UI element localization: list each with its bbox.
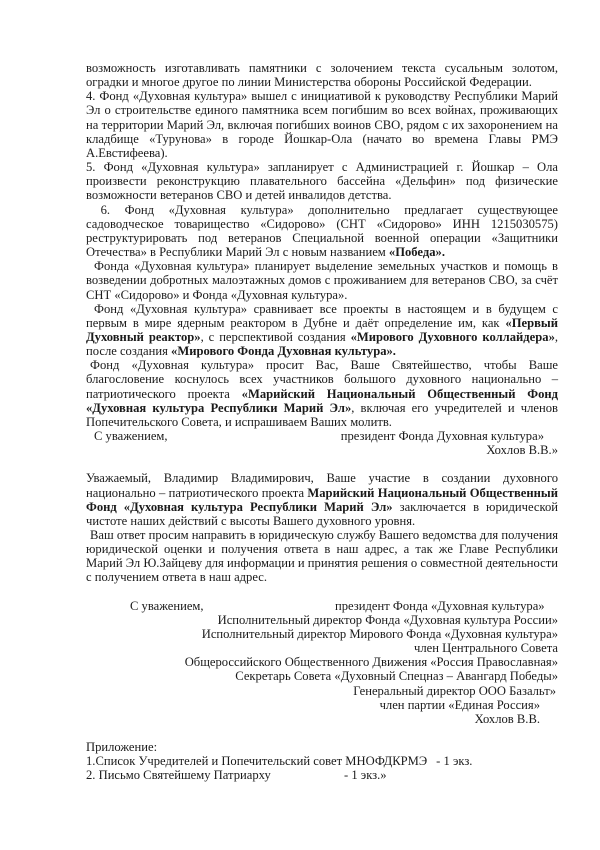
appendix-item-1	[86, 754, 558, 768]
appendix-item-2-qty: - 1 экз.»	[344, 768, 387, 783]
paragraph-8	[86, 302, 558, 359]
p9-bold-b: «Марийский Национальный Общественный Фонд «Духовная культура Республики Марий Эл»	[86, 386, 558, 415]
paragraph-6	[86, 202, 562, 260]
p10-bold-b: Марийский Национальный Общественный Фонд «Духовная культура Республики Марий Эл»	[86, 485, 558, 514]
signature-title-1: Исполнительный директор Фонда «Духовная культура России»	[217, 612, 558, 627]
signature-title-3: член Центрального Совета	[414, 641, 558, 656]
p9-text-a: Фонд «Духовная культура» просит Вас, Ваше Святейшество, чтобы Ваше благословение коснулось всех участников большого духовного национально – патриотического проекта	[86, 358, 558, 401]
appendix-title: Приложение:	[86, 740, 158, 755]
signature-title-0: президент Фонда «Духовная культура»	[335, 598, 545, 613]
paragraph-6-bold: «Победа».	[388, 245, 445, 260]
p8-text-c: , с перспективой создания	[200, 329, 351, 344]
p9-text-c: , включая его учредителей и членов Попечительского Совета, и испрашиваем Ваших молитв.	[86, 400, 559, 429]
document-page	[86, 61, 562, 783]
appendix-item-2-name: 2. Письмо Святейшему Патриарху	[86, 768, 271, 783]
closing-2-left: С уважением,	[130, 598, 204, 613]
closing-1-left: С уважением,	[94, 429, 168, 444]
signature-block	[86, 599, 558, 726]
closing-1-name: Хохлов В.В.»	[486, 443, 558, 458]
paragraph-4: 4. Фонд «Духовная культура» вышел с инициативой к руководству Республики Марий Эл о строительстве единого памятника всем погибшим во всех войнах, проживающих на территории Марий Эл, включая погибших воинов СВО, рядом с их захоронением на кладбище «Турунова» в городе Йошкар-Ола (начато во времена Главы РМЭ А.Евстифеева).	[86, 89, 558, 160]
paragraph-6-text: 6. Фонд «Духовная культура» дополнительно предлагает существующее садоводческое товарищество «Сидорово» (СНТ «Сидорово» ИНН 1215030575) реструктурировать под ветеранов Специальной военной операции «Защитники Отечества» в Республики Марий Эл с новым названием	[86, 202, 562, 260]
paragraph-10	[86, 471, 558, 528]
signature-title-4: Общероссийского Общественного Движения «Россия Православная»	[184, 655, 558, 670]
p8-bold-f: «Мирового Фонда Духовная культура».	[171, 344, 396, 359]
p10-text-a: Уважаемый, Владимир Владимирович, Ваше участие в создании духовного национально – патриотического проекта	[86, 471, 558, 500]
paragraph-11: Ваш ответ просим направить в юридическую службу Вашего ведомства для получения юридической оценки и получения ответа в наш адрес, а так же Главе Республики Марий Эл Ю.Зайцеву для информации и принятия решения о совместной деятельности с получением ответа в наш адрес.	[86, 528, 558, 585]
p8-text-e: , после создания	[86, 329, 559, 359]
paragraph-5: 5. Фонд «Духовная культура» запланирует с Администрацией г. Йошкар – Ола произвести реконструкцию плавательного бассейна «Дельфин» под физические возможности ветеранов СВО и детей инвалидов детства.	[86, 160, 558, 203]
signature-title-5: Секретарь Совета «Духовный Спецназ – Авангард Победы»	[235, 669, 558, 684]
p10-text-c: заключается в юридической чистоте наших действий с высоты Вашего духовного уровня.	[86, 499, 558, 528]
signature-title-2: Исполнительный директор Мирового Фонда «Духовная культура»	[201, 626, 558, 641]
paragraph-continuation: возможность изготавливать памятники с золочением текста сусальным золотом, оградки и многое другое по линии Министерства обороны Российской Федерации.	[86, 61, 558, 90]
appendix-item-1-qty: - 1 экз.	[436, 754, 473, 769]
p8-bold-d: «Мирового Духовного коллайдера»	[350, 329, 555, 344]
signature-title-6: Генеральный директор ООО Базальт»	[353, 683, 556, 698]
appendix-item-2	[86, 768, 558, 782]
appendix-item-1-name: 1.Список Учредителей и Попечительский совет МНОФДКРМЭ	[86, 754, 428, 769]
p8-bold-b: «Первый Духовный реактор»	[86, 315, 558, 344]
closing-1	[86, 429, 558, 443]
closing-1-right: президент Фонда Духовная культура»	[340, 429, 544, 444]
signature-name: Хохлов В.В.	[474, 711, 540, 726]
p8-text-a: Фонд «Духовная культура» сравнивает все проекты в настоящем и в будущем с первым в мире ядерным реактором в Дубне и даёт определение им, как	[86, 301, 558, 330]
paragraph-7: Фонда «Духовная культура» планирует выделение земельных участков и помощь в возведении добротных малоэтажных домов с проживанием для ветеранов СВО, за счёт СНТ «Сидорово» и Фонда «Духовная культура».	[86, 259, 558, 302]
paragraph-9	[86, 358, 558, 429]
signature-title-7: член партии «Единая Россия»	[379, 697, 540, 712]
